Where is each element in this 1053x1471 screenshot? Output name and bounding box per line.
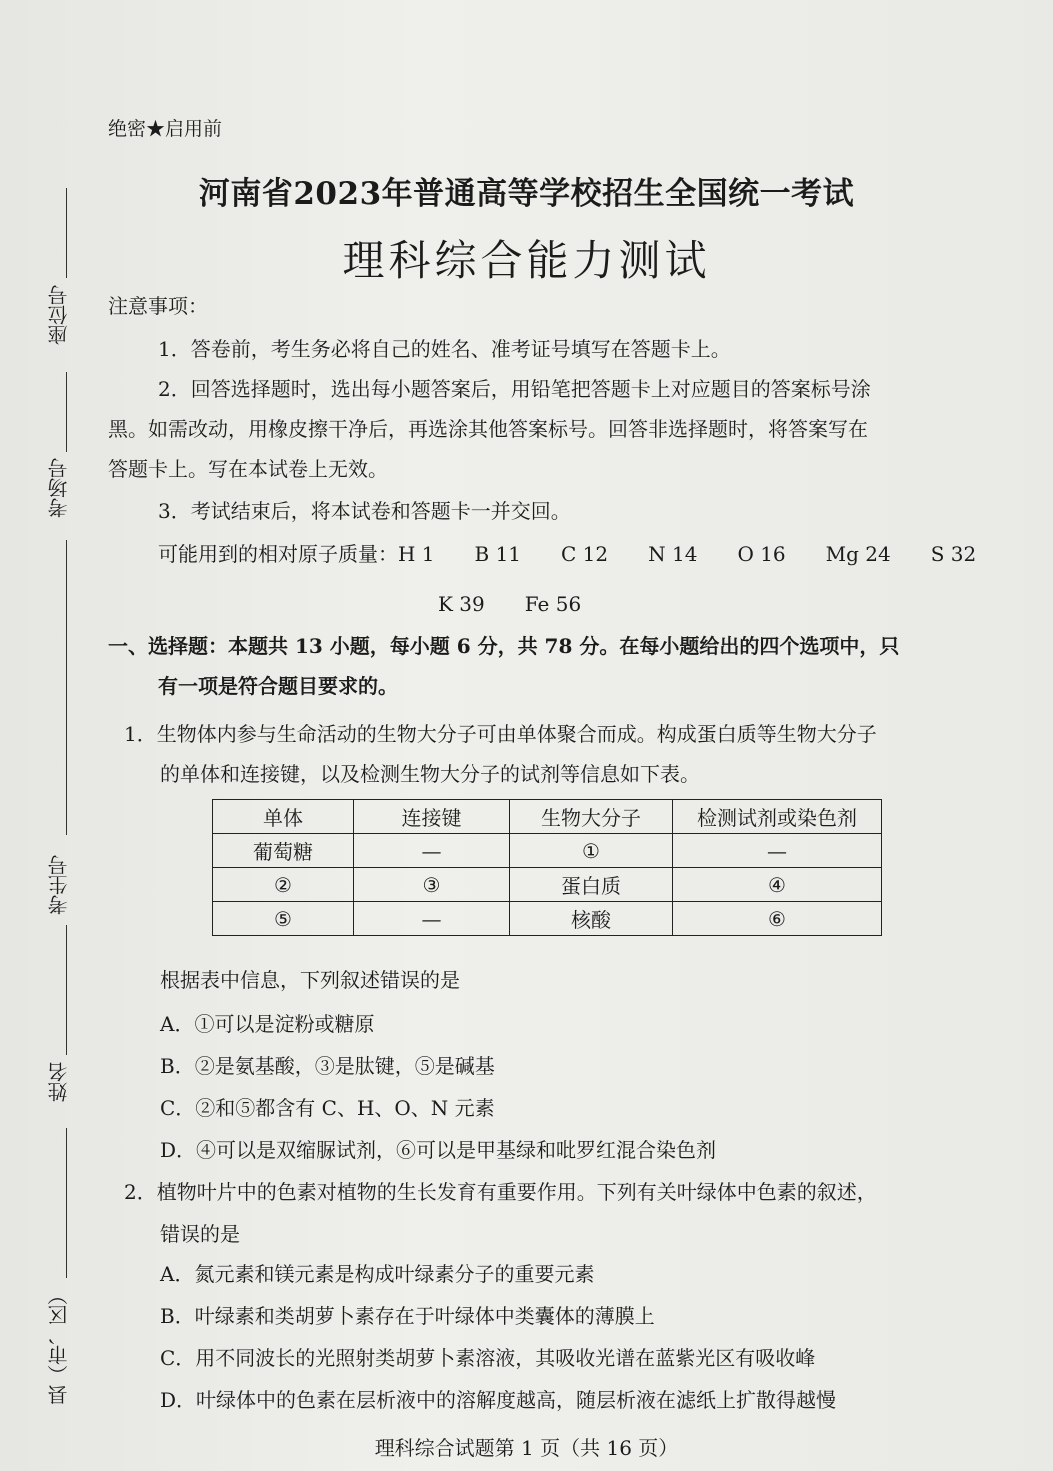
table-header-cell: 生物大分子 (510, 800, 673, 834)
q2-option-a: A．氮元素和镁元素是构成叶绿素分子的重要元素 (160, 1262, 595, 1286)
table-cell: ② (213, 868, 354, 902)
q2-option-b: B．叶绿素和类胡萝卜素存在于叶绿体中类囊体的薄膜上 (160, 1304, 655, 1328)
exam-subtitle: 理科综合能力测试 (342, 236, 711, 285)
notice-item-2-line-3: 答题卡上。写在本试卷上无效。 (108, 457, 388, 481)
table-row (213, 868, 882, 902)
q2-stem-line-1: 2．植物叶片中的色素对植物的生长发育有重要作用。下列有关叶绿体中色素的叙述， (124, 1180, 877, 1204)
q1-question: 根据表中信息，下列叙述错误的是 (160, 968, 460, 992)
table-header-cell: 连接键 (354, 800, 510, 834)
table-cell: 核酸 (510, 902, 673, 936)
exam-number-blank-line (66, 540, 67, 835)
q1-option-c: C．②和⑤都含有 C、H、O、N 元素 (160, 1096, 495, 1120)
section-1-heading-line-1: 一、选择题：本题共 13 小题，每小题 6 分，共 78 分。在每小题给出的四个选项中，只 (108, 634, 900, 658)
q1-option-d: D．④可以是双缩脲试剂，⑥可以是甲基绿和吡罗红混合染色剂 (160, 1138, 717, 1162)
atomic-masses-line-1: 可能用到的相对原子质量：H 1 B 11 C 12 N 14 O 16 Mg 24 S 32 (158, 542, 977, 566)
seat-label: 座位号 (47, 285, 71, 345)
name-blank-line (66, 925, 67, 1055)
table-cell: ⑥ (673, 902, 882, 936)
table-cell: — (673, 834, 882, 868)
q2-stem-line-2: 错误的是 (160, 1222, 240, 1246)
notice-heading: 注意事项： (108, 294, 208, 318)
notice-item-1: 1．答卷前，考生务必将自己的姓名、准考证号填写在答题卡上。 (158, 337, 731, 361)
name-label: 姓名 (47, 1062, 71, 1102)
table-header-cell: 检测试剂或染色剂 (673, 800, 882, 834)
county-label: 县（市、区） (47, 1285, 71, 1405)
q2-option-d: D．叶绿体中的色素在层析液中的溶解度越高，随层析液在滤纸上扩散得越慢 (160, 1388, 837, 1412)
table-row (213, 834, 882, 868)
table-header-row (213, 800, 882, 834)
q1-stem-line-2: 的单体和连接键，以及检测生物大分子的试剂等信息如下表。 (160, 762, 700, 786)
exam-room-label: 考场号 (47, 458, 71, 518)
page-footer: 理科综合试题第 1 页（共 16 页） (374, 1436, 679, 1460)
exam-title: 河南省2023年普通高等学校招生全国统一考试 (198, 176, 855, 212)
notice-item-2-line-2: 黑。如需改动，用橡皮擦干净后，再选涂其他答案标号。回答非选择题时，将答案写在 (108, 417, 868, 441)
q1-stem-line-1: 1．生物体内参与生命活动的生物大分子可由单体聚合而成。构成蛋白质等生物大分子 (124, 722, 877, 746)
table-cell: — (354, 834, 510, 868)
table-row (213, 902, 882, 936)
table-cell: ③ (354, 868, 510, 902)
table-cell: — (354, 902, 510, 936)
table-cell: ⑤ (213, 902, 354, 936)
q1-table (212, 799, 882, 936)
exam-number-label: 考生号 (47, 855, 71, 915)
table-cell: 蛋白质 (510, 868, 673, 902)
table-header-cell: 单体 (213, 800, 354, 834)
section-1-heading-line-2: 有一项是符合题目要求的。 (158, 674, 398, 698)
table-cell: ① (510, 834, 673, 868)
q1-option-b: B．②是氨基酸，③是肽键，⑤是碱基 (160, 1054, 495, 1078)
table-cell: 葡萄糖 (213, 834, 354, 868)
q1-option-a: A．①可以是淀粉或糖原 (160, 1012, 375, 1036)
atomic-masses-line-2: K 39 Fe 56 (438, 592, 582, 616)
classification-mark: 绝密★启用前 (108, 118, 223, 140)
notice-item-3: 3．考试结束后，将本试卷和答题卡一并交回。 (158, 499, 571, 523)
county-blank-line (66, 1128, 67, 1278)
notice-item-2-line-1: 2．回答选择题时，选出每小题答案后，用铅笔把答题卡上对应题目的答案标号涂 (158, 377, 871, 401)
q2-option-c: C．用不同波长的光照射类胡萝卜素溶液，其吸收光谱在蓝紫光区有吸收峰 (160, 1346, 816, 1370)
table-cell: ④ (673, 868, 882, 902)
room-blank-line (66, 372, 67, 452)
